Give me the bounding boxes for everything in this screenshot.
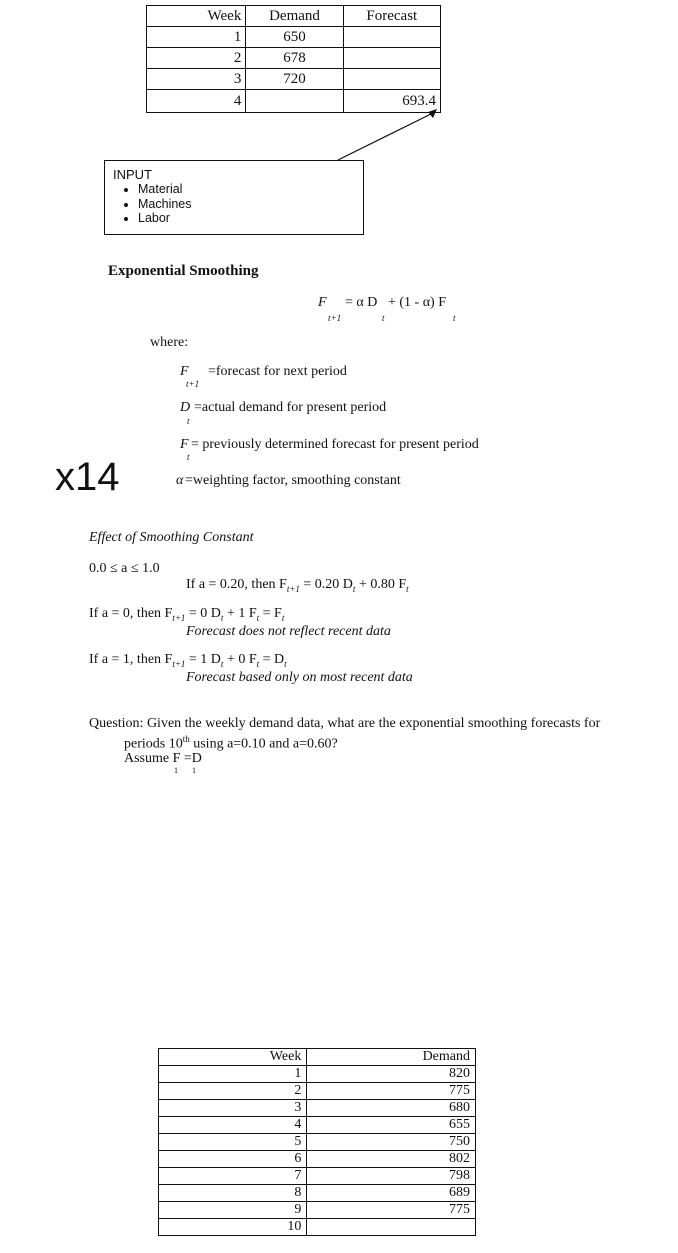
text: + 0.80 F <box>355 577 407 592</box>
cell-demand: 680 <box>307 1100 476 1117</box>
text: = 0.20 D <box>299 577 353 592</box>
table-row <box>159 1168 476 1185</box>
effect-a020 <box>186 577 409 594</box>
cell-forecast: 693.4 <box>343 90 440 113</box>
text: using a=0.10 and a=0.60? <box>189 736 338 752</box>
effect-range: 0.0 ≤ a ≤ 1.0 <box>89 561 160 576</box>
cell-week: 7 <box>159 1168 307 1185</box>
header-demand: Demand <box>307 1049 476 1066</box>
effect-note-a1: Forecast based only on most recent data <box>186 670 413 685</box>
text: = F <box>259 606 282 621</box>
sub: t+1 <box>172 658 186 669</box>
cell-demand: 775 <box>307 1202 476 1219</box>
cell-demand <box>307 1219 476 1236</box>
table-row <box>159 1185 476 1202</box>
text: periods 10 <box>124 736 183 752</box>
table-row <box>159 1083 476 1100</box>
header-week: Week <box>147 6 246 27</box>
cell-week: 5 <box>159 1134 307 1151</box>
text: If a = 0, then F <box>89 606 173 621</box>
list-item: • Material <box>138 182 192 197</box>
header-forecast: Forecast <box>343 6 440 27</box>
def-sub: t+1 <box>186 379 200 389</box>
text: = D <box>259 652 285 667</box>
cell-demand: 689 <box>307 1185 476 1202</box>
formula-lhs: F <box>318 295 327 310</box>
question-line2 <box>124 734 338 753</box>
demand-table <box>158 1048 476 1236</box>
table-row <box>159 1219 476 1236</box>
formula-f-sub: t <box>453 313 456 323</box>
sub: t <box>220 658 224 669</box>
text: + 0 F <box>223 652 257 667</box>
cell-demand: 775 <box>307 1083 476 1100</box>
def-text: =actual demand for present period <box>194 400 387 415</box>
table-row <box>159 1202 476 1219</box>
effect-a0 <box>89 606 284 623</box>
question-line3: Assume F =D <box>124 751 202 766</box>
cell-week: 9 <box>159 1202 307 1219</box>
text: If a = 0.20, then F <box>186 577 287 592</box>
cell-demand: 650 <box>246 27 343 48</box>
cell-demand: 820 <box>307 1066 476 1083</box>
cell-week: 10 <box>159 1219 307 1236</box>
text: = 0 D <box>185 606 221 621</box>
section-title: Exponential Smoothing <box>108 263 259 279</box>
def-sub: t <box>187 416 190 426</box>
table-row <box>159 1151 476 1168</box>
sub: t <box>220 612 224 623</box>
effect-title: Effect of Smoothing Constant <box>89 530 254 545</box>
table-row <box>159 1117 476 1134</box>
formula-eq: = α D <box>345 295 378 310</box>
formula-lhs-sub: t+1 <box>328 313 342 323</box>
cell-demand: 678 <box>246 48 343 69</box>
table-header-row <box>159 1049 476 1066</box>
text: + 1 F <box>223 606 257 621</box>
formula <box>318 295 327 311</box>
header-week: Week <box>159 1049 307 1066</box>
def-symbol: α <box>176 473 184 488</box>
cell-demand: 750 <box>307 1134 476 1151</box>
cell-week: 3 <box>159 1100 307 1117</box>
sup: th <box>182 734 190 744</box>
sub: t <box>281 612 285 623</box>
cell-demand: 798 <box>307 1168 476 1185</box>
cell-demand: 655 <box>307 1117 476 1134</box>
cell-week: 6 <box>159 1151 307 1168</box>
input-box <box>104 160 364 235</box>
sub: t+1 <box>286 583 300 594</box>
effect-a1 <box>89 652 287 669</box>
table-row <box>159 1134 476 1151</box>
cell-week: 8 <box>159 1185 307 1202</box>
list-item: • Labor <box>138 211 192 226</box>
cell-week: 2 <box>147 48 246 69</box>
sub: t+1 <box>172 612 186 623</box>
formula-d-sub: t <box>382 313 385 323</box>
text: = 1 D <box>185 652 221 667</box>
list-item: • Machines <box>138 197 192 212</box>
sub: t <box>284 658 287 669</box>
input-list <box>120 182 192 226</box>
cell-demand: 720 <box>246 69 343 90</box>
formula-rest: + (1 - α) F <box>388 295 447 310</box>
table-row <box>159 1100 476 1117</box>
def-text: =forecast for next period <box>208 364 347 379</box>
input-title: INPUT <box>113 167 152 182</box>
sub: t <box>256 612 260 623</box>
cell-week: 2 <box>159 1083 307 1100</box>
x14-label: x14 <box>55 455 120 499</box>
effect-note-a0: Forecast does not reflect recent data <box>186 624 391 639</box>
cell-demand: 802 <box>307 1151 476 1168</box>
text: If a = 1, then F <box>89 652 173 667</box>
cell-week: 1 <box>159 1066 307 1083</box>
def-sub: t <box>187 452 190 462</box>
def-symbol: D <box>180 400 191 415</box>
cell-week: 4 <box>159 1117 307 1134</box>
sub: t <box>256 658 260 669</box>
header-demand: Demand <box>246 6 343 27</box>
question-line1: Question: Given the weekly demand data, what are the exponential smoothing forecasts for <box>89 716 601 731</box>
question-line3-subs: 1 1 <box>174 766 196 775</box>
sub: t <box>406 583 409 594</box>
def-text: =weighting factor, smoothing constant <box>185 473 401 488</box>
cell-week: 3 <box>147 69 246 90</box>
sub: t <box>352 583 356 594</box>
cell-week: 4 <box>147 90 246 113</box>
cell-week: 1 <box>147 27 246 48</box>
where-label: where: <box>150 335 189 350</box>
def-symbol: F <box>180 437 189 452</box>
def-symbol: F <box>180 364 189 379</box>
def-text: = previously determined forecast for present period <box>191 437 479 452</box>
table-row <box>159 1066 476 1083</box>
